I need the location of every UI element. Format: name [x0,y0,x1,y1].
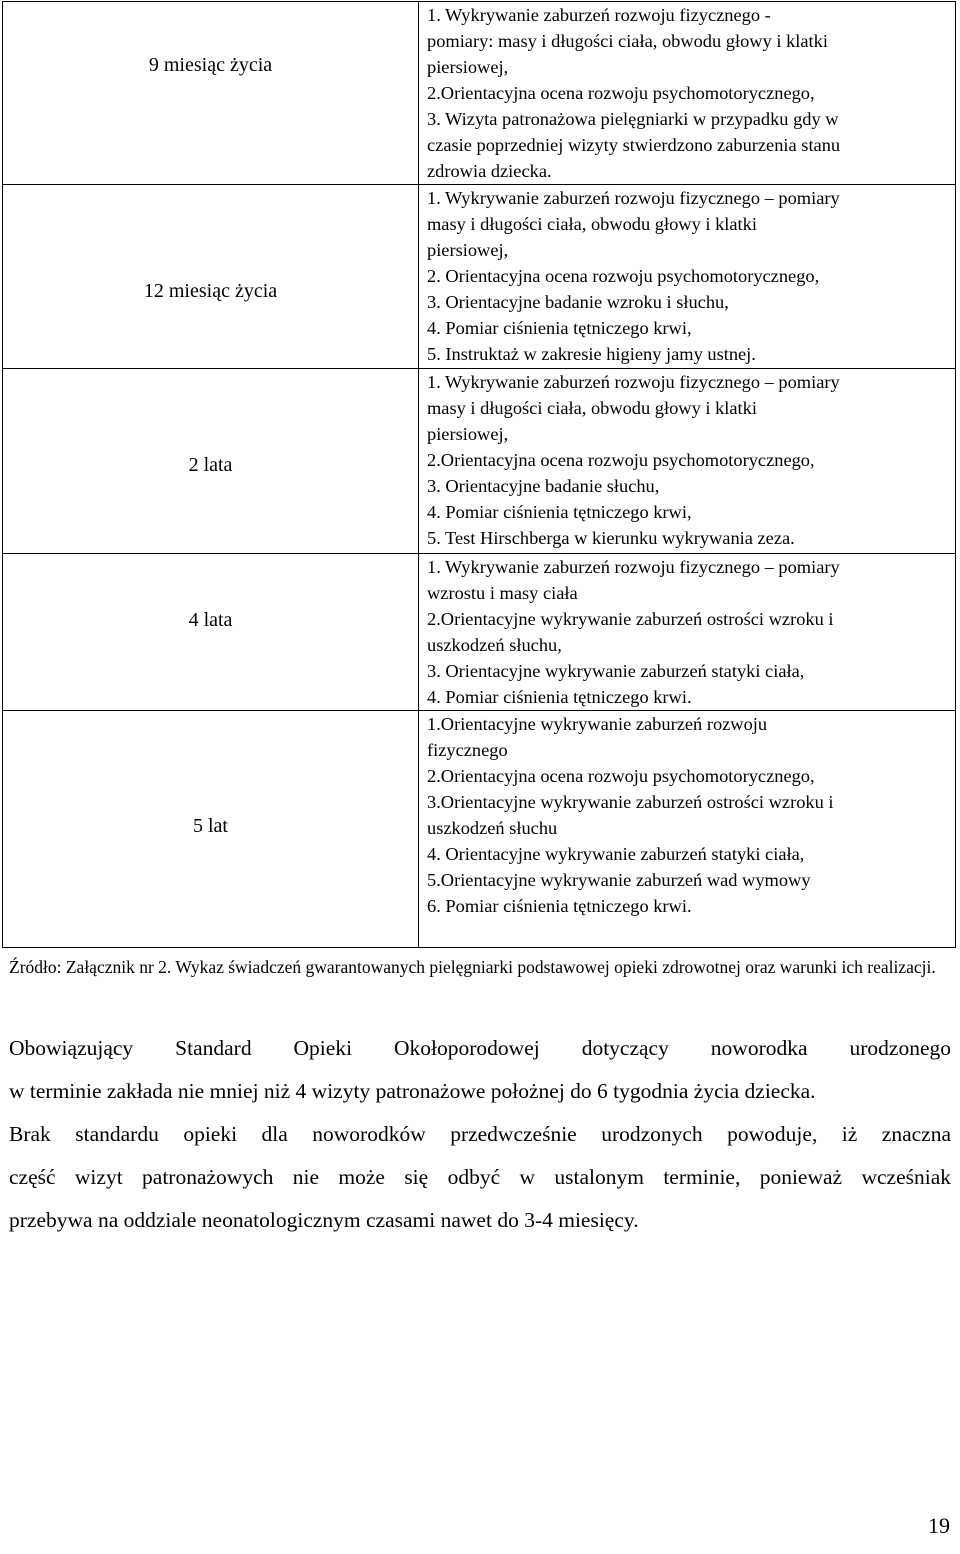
service-line: 1. Wykrywanie zaburzeń rozwoju fizycznego – pomiary [427,372,840,392]
age-label: 12 miesiąc życia [143,280,278,302]
service-line: 2.Orientacyjna ocena rozwoju psychomotorycznego, [427,83,815,103]
page-number: 19 [928,1513,950,1538]
age-cell [3,369,419,554]
service-line: piersiowej, [427,240,509,260]
age-cell [3,711,419,948]
services-cell [419,554,956,711]
service-line: masy i długości ciała, obwodu głowy i klatki [427,398,757,418]
service-line: zdrowia dziecka. [427,161,552,181]
service-line: 4. Pomiar ciśnienia tętniczego krwi, [427,502,692,522]
age-cell [3,2,419,185]
service-line: pomiary: masy i długości ciała, obwodu głowy i klatki [427,31,828,51]
service-line: 2. Orientacyjna ocena rozwoju psychomotorycznego, [427,266,820,286]
source-note: Źródło: Załącznik nr 2. Wykaz świadczeń gwarantowanych pielęgniarki podstawowej opieki zdrowotnej oraz warunki ich realizacji. [9,957,936,977]
paragraph-line: przebywa na oddziale neonatologicznym czasami nawet do 3-4 miesięcy. [9,1208,639,1232]
paragraph-line: Obowiązujący Standard Opieki Okołoporodowej dotyczący noworodka urodzonego [9,1036,951,1060]
service-line: 1. Wykrywanie zaburzeń rozwoju fizycznego - [427,5,771,25]
service-line: 1.Orientacyjne wykrywanie zaburzeń rozwoju [427,714,768,734]
service-line: 2.Orientacyjna ocena rozwoju psychomotorycznego, [427,450,815,470]
service-line: masy i długości ciała, obwodu głowy i klatki [427,214,757,234]
services-cell [419,185,956,369]
table-row [3,2,956,185]
service-line: 3. Orientacyjne badanie wzroku i słuchu, [427,292,729,312]
service-line: 2.Orientacyjne wykrywanie zaburzeń ostrości wzroku i [427,609,834,629]
paragraph-line: część wizyt patronażowych nie może się odbyć w ustalonym terminie, ponieważ wcześniak [9,1165,951,1189]
service-line: 4. Orientacyjne wykrywanie zaburzeń statyki ciała, [427,844,805,864]
paragraph-line: Brak standardu opieki dla noworodków przedwcześnie urodzonych powoduje, iż znaczna [9,1122,951,1146]
service-line: 4. Pomiar ciśnienia tętniczego krwi. [427,687,692,707]
body-paragraph [9,1027,951,1242]
service-line: 3. Wizyta patronażowa pielęgniarki w przypadku gdy w [427,109,839,129]
age-label: 2 lata [188,454,233,476]
services-cell [419,711,956,948]
service-line: 1. Wykrywanie zaburzeń rozwoju fizycznego – pomiary [427,188,840,208]
service-line: 4. Pomiar ciśnienia tętniczego krwi, [427,318,692,338]
service-line: 5.Orientacyjne wykrywanie zaburzeń wad wymowy [427,870,811,890]
service-line: uszkodzeń słuchu [427,818,558,838]
age-cell [3,554,419,711]
service-line: wzrostu i masy ciała [427,583,578,603]
service-line: uszkodzeń słuchu, [427,635,562,655]
service-line: czasie poprzedniej wizyty stwierdzono zaburzenia stanu [427,135,841,155]
service-line: fizycznego [427,740,508,760]
service-line: 3. Orientacyjne wykrywanie zaburzeń statyki ciała, [427,661,805,681]
table-row [3,711,956,948]
service-line: piersiowej, [427,424,509,444]
service-line: 3. Orientacyjne badanie słuchu, [427,476,660,496]
services-cell [419,369,956,554]
service-line: piersiowej, [427,57,509,77]
service-line: 1. Wykrywanie zaburzeń rozwoju fizycznego – pomiary [427,557,840,577]
table-row [3,185,956,369]
paragraph-line: w terminie zakłada nie mniej niż 4 wizyty patronażowe położnej do 6 tygodnia życia dziecka. [9,1079,816,1103]
service-line: 6. Pomiar ciśnienia tętniczego krwi. [427,896,692,916]
age-cell [3,185,419,369]
age-label: 4 lata [188,609,233,631]
services-cell [419,2,956,185]
service-line: 5. Test Hirschberga w kierunku wykrywania zeza. [427,528,795,548]
care-schedule-table [2,1,956,948]
age-label: 9 miesiąc życia [148,54,273,76]
service-line: 3.Orientacyjne wykrywanie zaburzeń ostrości wzroku i [427,792,834,812]
service-line: 2.Orientacyjna ocena rozwoju psychomotorycznego, [427,766,815,786]
service-line: 5. Instruktaż w zakresie higieny jamy ustnej. [427,344,756,364]
age-label: 5 lat [193,815,228,837]
table-row [3,369,956,554]
table-row [3,554,956,711]
